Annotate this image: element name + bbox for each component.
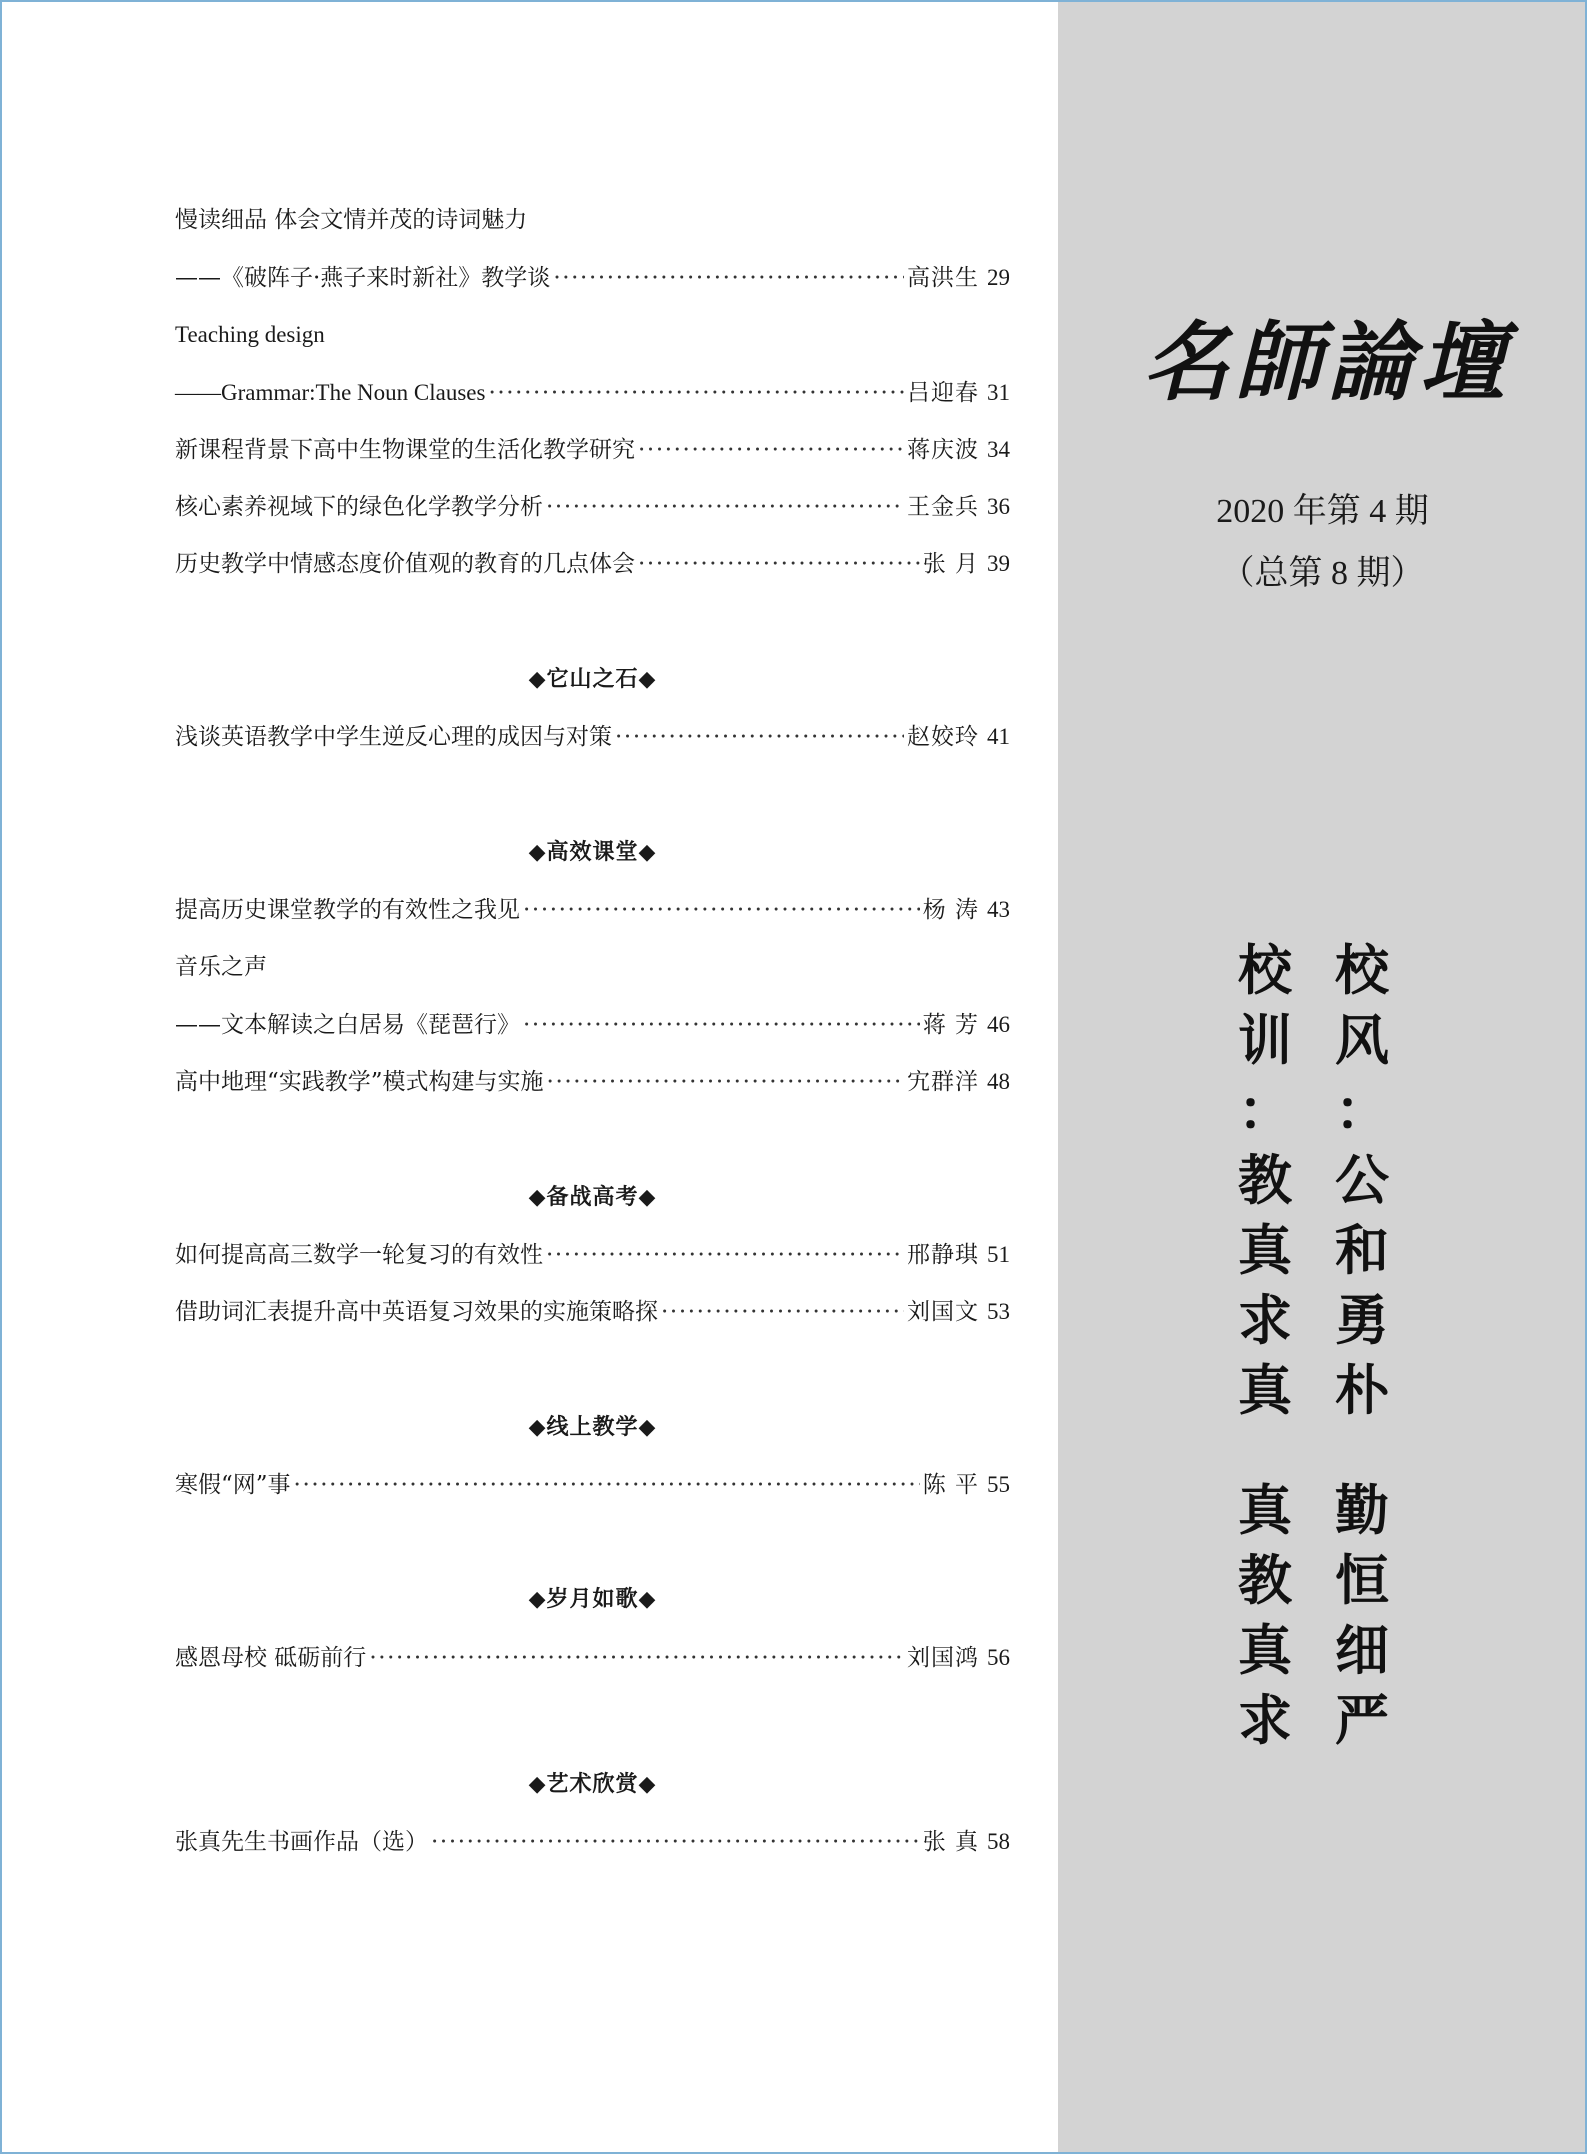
toc-entry-title: 核心素养视域下的绿色化学教学分析 — [175, 494, 543, 520]
toc-entry[interactable] — [175, 1638, 1010, 1678]
toc-entry[interactable] — [175, 1235, 1010, 1275]
leader-dots — [294, 1465, 920, 1505]
leader-dots — [615, 717, 904, 757]
school-motto-label — [1225, 935, 1305, 1145]
school-spirit-label — [1322, 935, 1402, 1145]
toc-entry[interactable] — [175, 1062, 1010, 1102]
section-heading: ◆备战高考◆ — [528, 1185, 657, 1210]
motto-char: 风 — [1335, 1008, 1389, 1072]
toc-entry-author: 张 月 — [922, 551, 979, 577]
leader-dots — [638, 430, 904, 470]
motto-char: 和 — [1335, 1218, 1389, 1282]
toc-entry[interactable] — [175, 717, 1010, 757]
toc-entry-page: 36 — [987, 494, 1010, 519]
toc-entry-author: 刘国文 — [907, 1299, 979, 1325]
toc-entry-page: 51 — [987, 1242, 1010, 1267]
motto-char: 勇 — [1335, 1288, 1389, 1352]
motto-char: 真 — [1238, 1618, 1292, 1682]
motto-char: ： — [1335, 1078, 1389, 1142]
motto-char: 求 — [1238, 1688, 1292, 1752]
toc-entry-title: 新课程背景下高中生物课堂的生活化教学研究 — [175, 437, 635, 463]
section-heading: ◆线上教学◆ — [528, 1415, 657, 1440]
section-heading: ◆艺术欣赏◆ — [528, 1772, 657, 1797]
leader-dots — [369, 1638, 904, 1678]
toc-entry-title: ——Grammar:The Noun Clauses — [175, 380, 486, 405]
motto-char: 勤 — [1335, 1478, 1389, 1542]
leader-dots — [546, 487, 904, 527]
toc-entry-title: 借助词汇表提升高中英语复习效果的实施策略探 — [175, 1299, 658, 1325]
motto-char: ： — [1238, 1078, 1292, 1142]
motto-char: 真 — [1238, 1358, 1292, 1422]
school-spirit-column — [1322, 935, 1402, 1755]
leader-dots — [523, 890, 920, 930]
toc-entry-title: Teaching design — [175, 322, 325, 347]
toc-entry-title: 音乐之声 — [175, 954, 267, 980]
toc-entry[interactable] — [175, 430, 1010, 470]
toc-entry-author: 赵姣玲 — [907, 724, 979, 750]
toc-entry-title: 张真先生书画作品（选） — [175, 1829, 428, 1855]
toc-entry[interactable] — [175, 373, 1010, 413]
toc-entry[interactable] — [175, 258, 1010, 298]
motto-char: 真 — [1238, 1218, 1292, 1282]
toc-entry-author: 张 真 — [922, 1829, 979, 1855]
toc-entry[interactable] — [175, 200, 1010, 240]
toc-entry-author: 宄群洋 — [907, 1069, 979, 1095]
leader-dots — [546, 1235, 904, 1275]
school-motto-column — [1225, 935, 1305, 1755]
toc-entry-author: 王金兵 — [907, 494, 979, 520]
toc-entry-title: ——文本解读之白居易《琵琶行》 — [175, 1012, 520, 1038]
toc-entry-page: 53 — [987, 1299, 1010, 1324]
toc-entry-title: 提高历史课堂教学的有效性之我见 — [175, 897, 520, 923]
toc-entry-author: 吕迎春 — [907, 380, 979, 406]
leader-dots — [488, 373, 904, 413]
toc-entry-title: 高中地理“实践教学”模式构建与实施 — [175, 1069, 544, 1095]
toc-entry-page: 58 — [987, 1829, 1010, 1854]
total-issue-number: （总第 8 期） — [1220, 555, 1425, 592]
school-spirit-line-1 — [1322, 1145, 1402, 1425]
section-heading: ◆高效课堂◆ — [528, 840, 657, 865]
motto-char: 细 — [1335, 1618, 1389, 1682]
toc-entry-title: ——《破阵子·燕子来时新社》教学谈 — [175, 265, 551, 291]
toc-entry-page: 41 — [987, 724, 1010, 749]
toc-entry[interactable] — [175, 890, 1010, 930]
leader-dots — [553, 258, 904, 298]
toc-entry[interactable] — [175, 947, 1010, 987]
toc-entry-author: 邢静琪 — [907, 1242, 979, 1268]
toc-entry-page: 56 — [987, 1645, 1010, 1670]
toc-entry[interactable] — [175, 487, 1010, 527]
toc-entry-title: 如何提高高三数学一轮复习的有效性 — [175, 1242, 543, 1268]
motto-char: 恒 — [1335, 1548, 1389, 1612]
toc-entry-page: 34 — [987, 437, 1010, 462]
toc-entry-title: 慢读细品 体会文情并茂的诗词魅力 — [175, 207, 528, 233]
toc-entry-author: 蒋 芳 — [922, 1012, 979, 1038]
leader-dots — [431, 1822, 920, 1862]
toc-entry-title: 寒假“网”事 — [175, 1472, 291, 1498]
toc-entry[interactable] — [175, 544, 1010, 584]
journal-logo — [1132, 300, 1522, 425]
section-heading: ◆它山之石◆ — [528, 667, 657, 692]
journal-logo-text: 名師論壇 — [1143, 312, 1511, 413]
toc-entry[interactable] — [175, 1822, 1010, 1862]
motto-char: 朴 — [1335, 1358, 1389, 1422]
toc-entry-page: 43 — [987, 897, 1010, 922]
school-motto-line-1 — [1225, 1145, 1305, 1425]
toc-entry-author: 杨 涛 — [922, 897, 979, 923]
leader-dots — [523, 1005, 920, 1045]
leader-dots — [547, 1062, 904, 1102]
motto-char: 真 — [1238, 1478, 1292, 1542]
section-heading: ◆岁月如歌◆ — [528, 1587, 657, 1612]
toc-entry-title: 浅谈英语教学中学生逆反心理的成因与对策 — [175, 724, 612, 750]
issue-number: 2020 年第 4 期 — [1216, 493, 1429, 530]
toc-entry-page: 29 — [987, 265, 1010, 290]
motto-char: 校 — [1335, 938, 1389, 1002]
leader-dots — [638, 544, 920, 584]
toc-entry[interactable] — [175, 1465, 1010, 1505]
toc-entry-page: 31 — [987, 380, 1010, 405]
motto-char: 训 — [1238, 1008, 1292, 1072]
school-spirit-line-2 — [1322, 1475, 1402, 1755]
toc-entry-page: 55 — [987, 1472, 1010, 1497]
leader-dots — [661, 1292, 904, 1332]
toc-entry-title: 感恩母校 砥砺前行 — [175, 1645, 367, 1671]
toc-entry-author: 高洪生 — [907, 265, 979, 291]
motto-char: 公 — [1335, 1148, 1389, 1212]
toc-entry-page: 39 — [987, 551, 1010, 576]
motto-char: 严 — [1335, 1688, 1389, 1752]
motto-char: 教 — [1238, 1148, 1292, 1212]
school-motto-line-2 — [1225, 1475, 1305, 1755]
toc-entry-author: 陈 平 — [922, 1472, 979, 1498]
motto-char: 校 — [1238, 938, 1292, 1002]
motto-char: 教 — [1238, 1548, 1292, 1612]
toc-entry[interactable] — [175, 1292, 1010, 1332]
toc-entry-title: 历史教学中情感态度价值观的教育的几点体会 — [175, 551, 635, 577]
toc-entry-author: 蒋庆波 — [907, 437, 979, 463]
toc-entry-author: 刘国鸿 — [907, 1645, 979, 1671]
toc-entry[interactable] — [175, 1005, 1010, 1045]
toc-entry-page: 46 — [987, 1012, 1010, 1037]
toc-entry-page: 48 — [987, 1069, 1010, 1094]
toc-entry[interactable] — [175, 315, 1010, 355]
motto-char: 求 — [1238, 1288, 1292, 1352]
